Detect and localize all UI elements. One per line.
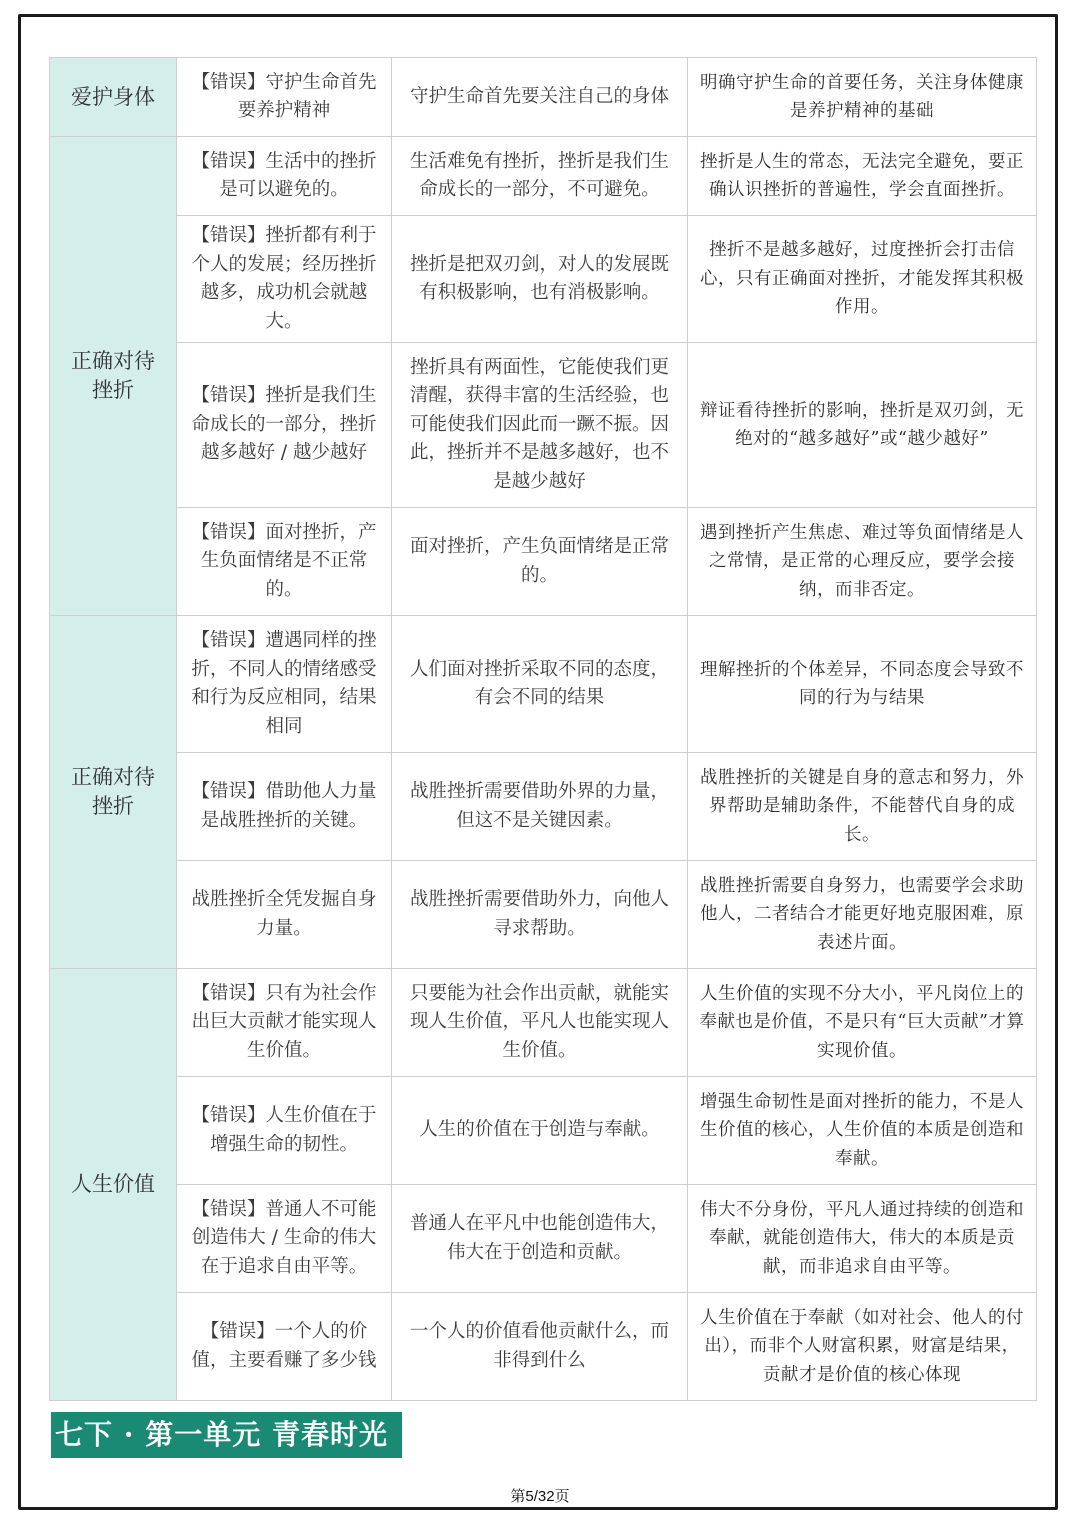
correct-statement: 只要能为社会作出贡献，就能实现人生价值，平凡人也能实现人生价值。 [392, 969, 688, 1077]
table-row [50, 137, 1037, 216]
correct-statement: 人们面对挫折采取不同的态度，有会不同的结果 [392, 616, 688, 753]
correct-statement: 面对挫折，产生负面情绪是正常的。 [392, 508, 688, 616]
correct-statement: 守护生命首先要关注自己的身体 [392, 58, 688, 137]
analysis-text: 挫折是人生的常态，无法完全避免，要正确认识挫折的普遍性，学会直面挫折。 [688, 137, 1037, 216]
table-row [50, 1185, 1037, 1293]
table-row [50, 508, 1037, 616]
error-statement: 【错误】人生价值在于增强生命的韧性。 [177, 1077, 392, 1185]
table-row [50, 58, 1037, 137]
error-statement: 【错误】守护生命首先要养护精神 [177, 58, 392, 137]
topic-cell-face-setbacks-2: 正确对待挫折 [50, 616, 177, 969]
analysis-text: 战胜挫折的关键是自身的意志和努力，外界帮助是辅助条件，不能替代自身的成长。 [688, 753, 1037, 861]
correct-statement: 生活难免有挫折，挫折是我们生命成长的一部分，不可避免。 [392, 137, 688, 216]
analysis-text: 明确守护生命的首要任务，关注身体健康是养护精神的基础 [688, 58, 1037, 137]
topic-cell-face-setbacks: 正确对待挫折 [50, 137, 177, 616]
analysis-text: 伟大不分身份，平凡人通过持续的创造和奉献，就能创造伟大，伟大的本质是贡献，而非追求自由平等。 [688, 1185, 1037, 1293]
table-row [50, 216, 1037, 343]
correct-statement: 战胜挫折需要借助外力，向他人寻求帮助。 [392, 861, 688, 969]
error-statement: 战胜挫折全凭发掘自身力量。 [177, 861, 392, 969]
error-statement: 【错误】面对挫折，产生负面情绪是不正常的。 [177, 508, 392, 616]
error-statement: 【错误】挫折是我们生命成长的一部分，挫折越多越好 / 越少越好 [177, 343, 392, 508]
analysis-text: 人生价值在于奉献（如对社会、他人的付出），而非个人财富积累，财富是结果，贡献才是价值的核心体现 [688, 1293, 1037, 1401]
analysis-text: 战胜挫折需要自身努力，也需要学会求助他人，二者结合才能更好地克服困难，原表述片面。 [688, 861, 1037, 969]
table-row [50, 1077, 1037, 1185]
analysis-text: 遇到挫折产生焦虑、难过等负面情绪是人之常情，是正常的心理反应，要学会接纳，而非否定。 [688, 508, 1037, 616]
table-row [50, 753, 1037, 861]
analysis-text: 挫折不是越多越好，过度挫折会打击信心，只有正确面对挫折，才能发挥其积极作用。 [688, 216, 1037, 343]
table-row [50, 343, 1037, 508]
topic-cell-care-body: 爱护身体 [50, 58, 177, 137]
correct-statement: 人生的价值在于创造与奉献。 [392, 1077, 688, 1185]
error-statement: 【错误】普通人不可能创造伟大 / 生命的伟大在于追求自由平等。 [177, 1185, 392, 1293]
error-statement: 【错误】只有为社会作出巨大贡献才能实现人生价值。 [177, 969, 392, 1077]
topic-cell-life-value: 人生价值 [50, 969, 177, 1401]
error-statement: 【错误】一个人的价值，主要看赚了多少钱 [177, 1293, 392, 1401]
correct-statement: 一个人的价值看他贡献什么，而非得到什么 [392, 1293, 688, 1401]
page-number: 第5/32页 [510, 1488, 570, 1505]
error-statement: 【错误】挫折都有利于个人的发展；经历挫折越多，成功机会就越大。 [177, 216, 392, 343]
correct-statement: 普通人在平凡中也能创造伟大，伟大在于创造和贡献。 [392, 1185, 688, 1293]
correct-statement: 挫折是把双刃剑，对人的发展既有积极影响，也有消极影响。 [392, 216, 688, 343]
table-row [50, 969, 1037, 1077]
table-row [50, 861, 1037, 969]
table-row [50, 616, 1037, 753]
analysis-text: 人生价值的实现不分大小，平凡岗位上的奉献也是价值，不是只有“巨大贡献”才算实现价值。 [688, 969, 1037, 1077]
error-statement: 【错误】遭遇同样的挫折，不同人的情绪感受和行为反应相同，结果相同 [177, 616, 392, 753]
review-table [49, 57, 1037, 1401]
error-statement: 【错误】借助他人力量是战胜挫折的关键。 [177, 753, 392, 861]
unit-title-banner: 七下 · 第一单元 青春时光 [51, 1412, 402, 1458]
table-row [50, 1293, 1037, 1401]
analysis-text: 理解挫折的个体差异，不同态度会导致不同的行为与结果 [688, 616, 1037, 753]
analysis-text: 增强生命韧性是面对挫折的能力，不是人生价值的核心，人生价值的本质是创造和奉献。 [688, 1077, 1037, 1185]
correct-statement: 战胜挫折需要借助外界的力量，但这不是关键因素。 [392, 753, 688, 861]
correct-statement: 挫折具有两面性，它能使我们更清醒，获得丰富的生活经验，也可能使我们因此而一蹶不振。因此，挫折并不是越多越好，也不是越少越好 [392, 343, 688, 508]
analysis-text: 辩证看待挫折的影响，挫折是双刃剑，无绝对的“越多越好”或“越少越好” [688, 343, 1037, 508]
error-statement: 【错误】生活中的挫折是可以避免的。 [177, 137, 392, 216]
